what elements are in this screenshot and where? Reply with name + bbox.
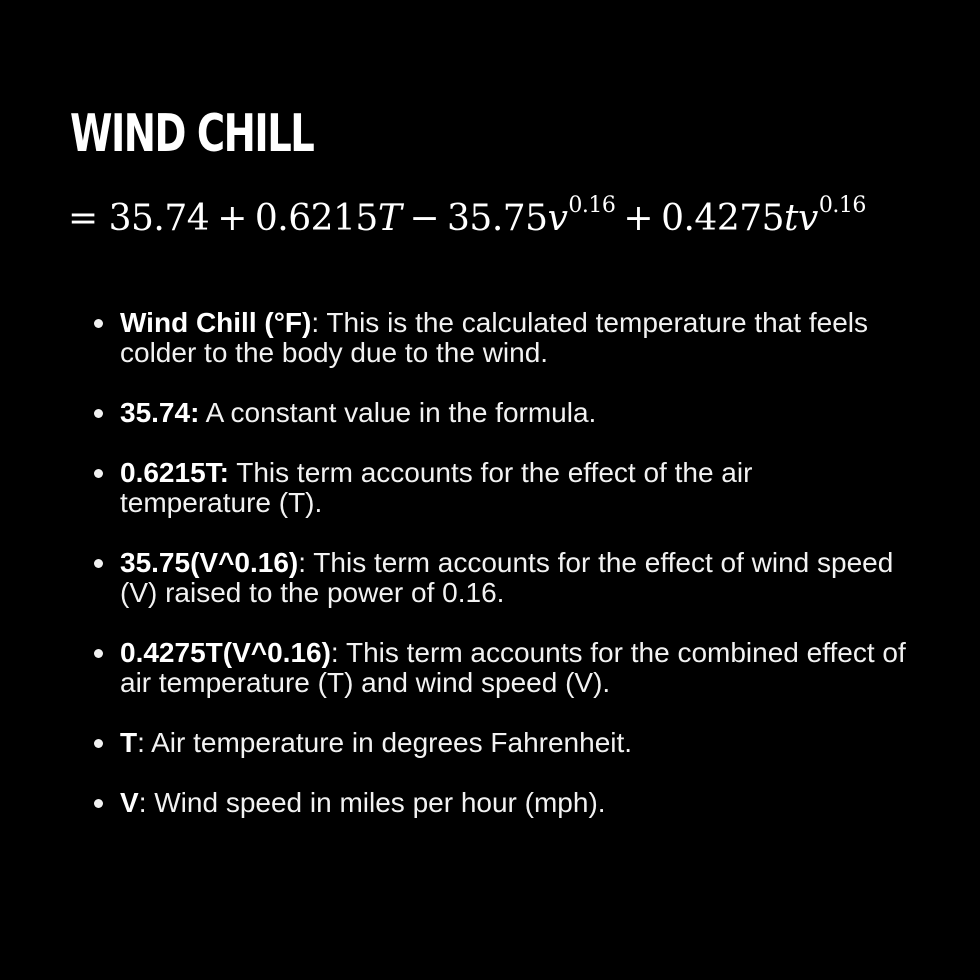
formula-constant-2: 0.6215 (254, 198, 378, 239)
formula-var-v: v (547, 198, 568, 239)
bullet-icon (94, 409, 103, 418)
bullet-icon (94, 799, 103, 808)
definition-term: V (120, 787, 139, 818)
formula-constant-3: 35.75 (447, 198, 548, 239)
definition-term: Wind Chill (°F) (120, 307, 312, 338)
formula-constant-1: 35.74 (108, 198, 210, 239)
definition-text: This term accounts for the effect of wind speed (V) raised to the power of 0.16. (120, 547, 894, 608)
definition-text: Air temperature in degrees Fahrenheit. (144, 727, 633, 758)
formula-var-t: T (377, 198, 402, 239)
bullet-icon (94, 319, 103, 328)
list-item (90, 728, 910, 758)
formula-exponent-1: 0.16 (568, 193, 616, 218)
page-title: WIND CHILL (70, 104, 314, 164)
list-item (90, 788, 910, 818)
definition-term: 0.4275T(V^0.16) (120, 637, 331, 668)
formula-plus-1: + (217, 198, 247, 239)
bullet-icon (94, 739, 103, 748)
formula-exponent-2: 0.16 (818, 193, 866, 218)
definition-separator: : (137, 727, 145, 758)
formula-minus: − (409, 198, 440, 239)
formula-plus-2: + (623, 198, 654, 239)
definition-term: 0.6215T: (120, 457, 229, 488)
list-item (90, 308, 910, 368)
list-item (90, 638, 910, 698)
definition-separator: : (311, 307, 320, 338)
definition-text: This is the calculated temperature that feels colder to the body due to the wind. (120, 307, 869, 368)
bullet-icon (94, 559, 103, 568)
bullet-icon (94, 649, 103, 658)
formula-equals: = (68, 198, 98, 239)
definition-text: Wind speed in miles per hour (mph). (146, 787, 606, 818)
list-item (90, 458, 910, 518)
definition-term: 35.75(V^0.16) (120, 547, 299, 578)
definition-term: 35.74: (120, 397, 200, 428)
formula-var-tv: tv (784, 198, 818, 239)
list-item (90, 548, 910, 608)
definition-separator: : (138, 787, 147, 818)
definition-text: This term accounts for the effect of the air temperature (T). (120, 457, 753, 518)
wind-chill-formula (68, 192, 866, 251)
definition-text: This term accounts for the combined effect of air temperature (T) and wind speed (V). (120, 637, 906, 698)
list-item (90, 398, 910, 428)
definitions-list (90, 308, 910, 848)
definition-separator: : (330, 637, 339, 668)
definition-separator: : (298, 547, 307, 578)
definition-text: A constant value in the formula. (199, 397, 597, 428)
formula-constant-4: 0.4275 (661, 198, 785, 239)
definition-term: T (120, 727, 138, 758)
bullet-icon (94, 469, 103, 478)
